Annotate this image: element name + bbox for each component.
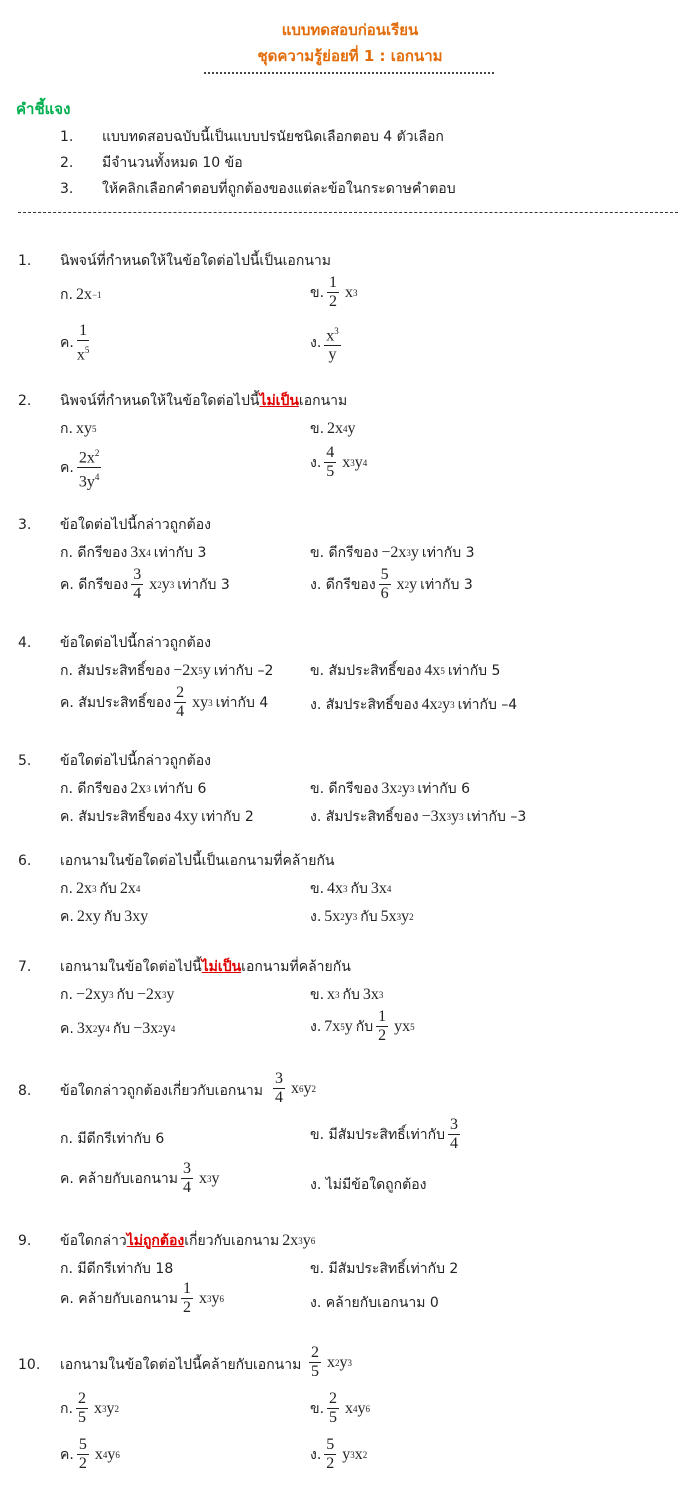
q2-option-c[interactable]: ค. $\frac{2x^2}{3y^4}$ (60, 444, 104, 492)
question-2: 2. นิพจน์ที่กำหนดให้ในข้อใดต่อไปนี้ไม่เป็นเอกนาม (18, 393, 348, 409)
q1-option-d[interactable]: ง. $\frac{x^3}{y}$ (310, 322, 344, 364)
dashed-divider (18, 212, 678, 213)
q5-option-d[interactable]: ง. สัมประสิทธิ์ของ −3x 3 y 3 เท่ากับ –3 (310, 808, 527, 825)
question-3: 3. ข้อใดต่อไปนี้กล่าวถูกต้อง (18, 517, 211, 533)
q6-option-b[interactable]: ข. 4x 3 กับ 3x 4 (310, 880, 392, 897)
q6-option-d[interactable]: ง. 5x 2 y 3 กับ 5x 3 y 2 (310, 908, 414, 925)
q8-monomial: $\frac{3}{4}$ x 6 y 2 (275, 1070, 316, 1106)
q3-option-a[interactable]: ก. ดีกรีของ 3x 4 เท่ากับ 3 (60, 544, 207, 561)
q1-option-c[interactable]: ค. $\frac{1}{x^5}$ (60, 322, 90, 364)
page-subtitle: ชุดความรู้ย่อยที่ 1 : เอกนาม (257, 47, 443, 65)
question-9: 9. ข้อใดกล่าวไม่ถูกต้องเกี่ยวกับเอกนาม 2x 3 y 6 (18, 1232, 316, 1249)
q2-option-d[interactable]: ง. $\frac{4}{5}$ x 3 y 4 (310, 444, 368, 480)
instructions-heading: คำชี้แจง (16, 100, 71, 118)
question-6: 6. เอกนามในข้อใดต่อไปนี้เป็นเอกนามที่คล้ายกัน (18, 853, 335, 869)
q8-option-a[interactable]: ก. มีดีกรีเท่ากับ 6 (60, 1131, 165, 1147)
q8-option-c[interactable]: ค. คล้ายกับเอกนาม $\frac{3}{4}$ x 3 y (60, 1160, 220, 1196)
question-4: 4. ข้อใดต่อไปนี้กล่าวถูกต้อง (18, 635, 211, 651)
q9-option-d[interactable]: ง. คล้ายกับเอกนาม 0 (310, 1295, 439, 1311)
instruction-item: 1. แบบทดสอบฉบับนี้เป็นแบบปรนัยชนิดเลือกตอบ 4 ตัวเลือก (60, 129, 444, 145)
q5-option-a[interactable]: ก. ดีกรีของ 2x 3 เท่ากับ 6 (60, 780, 207, 797)
q7-option-a[interactable]: ก. −2xy 3 กับ −2x 3 y (60, 986, 175, 1003)
question-7: 7. เอกนามในข้อใดต่อไปนี้ไม่เป็นเอกนามที่คล้ายกัน (18, 959, 351, 975)
dotted-divider (204, 72, 494, 74)
q5-option-c[interactable]: ค. สัมประสิทธิ์ของ 4xy เท่ากับ 2 (60, 808, 254, 825)
q2-option-b[interactable]: ข. 2x 4 y (310, 420, 356, 437)
q10-option-b[interactable]: ข. $\frac{2}{5}$ x 4 y 6 (310, 1390, 371, 1426)
q2-option-a[interactable]: ก. xy 5 (60, 420, 97, 437)
q7-option-b[interactable]: ข. x 3 กับ 3x 3 (310, 986, 384, 1003)
question-1: 1. นิพจน์ที่กำหนดให้ในข้อใดต่อไปนี้เป็นเอกนาม (18, 253, 331, 269)
q3-option-c[interactable]: ค. ดีกรีของ $\frac{3}{4}$ x 2 y 3 เท่ากับ 3 (60, 566, 230, 602)
page-title: แบบทดสอบก่อนเรียน (281, 21, 419, 39)
q5-option-b[interactable]: ข. ดีกรีของ 3x 2 y 3 เท่ากับ 6 (310, 780, 471, 797)
q10-option-a[interactable]: ก. $\frac{2}{5}$ x 3 y 2 (60, 1390, 119, 1426)
q4-option-d[interactable]: ง. สัมประสิทธิ์ของ 4x 2 y 3 เท่ากับ –4 (310, 696, 518, 713)
q3-option-b[interactable]: ข. ดีกรีของ −2x 3 y เท่ากับ 3 (310, 544, 475, 561)
q10-monomial: $\frac{2}{5}$ x 2 y 3 (311, 1344, 352, 1380)
q10-option-c[interactable]: ค. $\frac{5}{2}$ x 4 y 6 (60, 1436, 120, 1472)
question-10: 10. เอกนามในข้อใดต่อไปนี้คล้ายกับเอกนาม (18, 1357, 302, 1373)
q9-option-c[interactable]: ค. คล้ายกับเอกนาม $\frac{1}{2}$ x 3 y 6 (60, 1280, 224, 1316)
q3-option-d[interactable]: ง. ดีกรีของ $\frac{5}{6}$ x 2 y เท่ากับ 3 (310, 566, 473, 602)
q7-option-c[interactable]: ค. 3x 2 y 4 กับ −3x 2 y 4 (60, 1020, 176, 1037)
q8-option-b[interactable]: ข. มีสัมประสิทธิ์เท่ากับ $\frac{3}{4}$ (310, 1116, 458, 1152)
q4-option-c[interactable]: ค. สัมประสิทธิ์ของ $\frac{2}{4}$ xy 3 เท่ากับ 4 (60, 684, 269, 720)
q8-option-d[interactable]: ง. ไม่มีข้อใดถูกต้อง (310, 1177, 427, 1193)
instruction-item: 3. ให้คลิกเลือกคำตอบที่ถูกต้องของแต่ละข้อในกระดาษคำตอบ (60, 181, 456, 197)
q9-option-b[interactable]: ข. มีสัมประสิทธิ์เท่ากับ 2 (310, 1261, 459, 1277)
instruction-item: 2. มีจำนวนทั้งหมด 10 ข้อ (60, 155, 243, 171)
q1-option-a[interactable]: ก. 2x −1 (60, 286, 102, 303)
q7-option-d[interactable]: ง. 7x 5 y กับ $\frac{1}{2}$ yx 5 (310, 1008, 415, 1044)
question-8: 8. ข้อใดกล่าวถูกต้องเกี่ยวกับเอกนาม (18, 1083, 263, 1099)
q10-option-d[interactable]: ง. $\frac{5}{2}$ y 3 x 2 (310, 1436, 368, 1472)
q6-option-a[interactable]: ก. 2x 3 กับ 2x 4 (60, 880, 141, 897)
q6-option-c[interactable]: ค. 2xy กับ 3xy (60, 908, 149, 925)
q4-option-b[interactable]: ข. สัมประสิทธิ์ของ 4x 5 เท่ากับ 5 (310, 662, 501, 679)
question-5: 5. ข้อใดต่อไปนี้กล่าวถูกต้อง (18, 753, 211, 769)
q4-option-a[interactable]: ก. สัมประสิทธิ์ของ −2x 5 y เท่ากับ –2 (60, 662, 274, 679)
q9-option-a[interactable]: ก. มีดีกรีเท่ากับ 18 (60, 1261, 174, 1277)
q1-option-b[interactable]: ข. $\frac{1}{2}$ x 3 (310, 274, 358, 310)
